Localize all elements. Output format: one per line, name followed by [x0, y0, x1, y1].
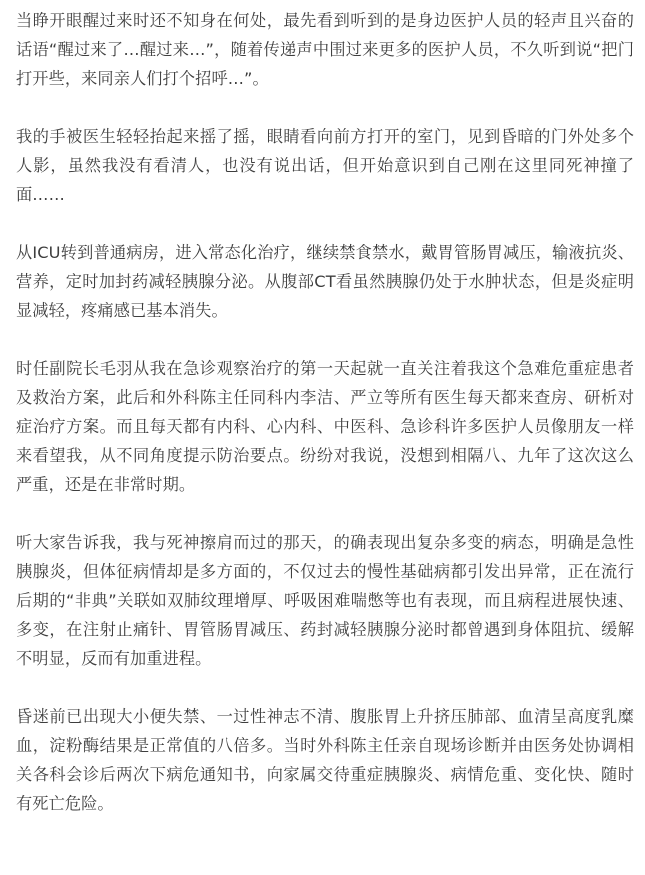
paragraph: 听大家告诉我，我与死神擦肩而过的那天，的确表现出复杂多变的病态，明确是急性胰腺炎，但体征病情却是多方面的，不仅过去的慢性基础病都引发出异常，正在流行后期的“非典”关联如双肺纹理增厚、呼吸困难喘憋等也有表现，而且病程进展快速、多变，在注射止痛针、胃管肠胃减压、药封减轻胰腺分泌时都曾遇到身体阻抗、缓解不明显，反而有加重进程。	[16, 533, 634, 668]
article-body	[16, 6, 634, 818]
paragraph: 时任副院长毛羽从我在急诊观察治疗的第一天起就一直关注着我这个急难危重症患者及救治方案，此后和外科陈主任同科内李洁、严立等所有医生每天都来查房、研析对症治疗方案。而且每天都有内科、心内科、中医科、急诊科许多医护人员像朋友一样来看望我，从不同角度提示防治要点。纷纷对我说，没想到相隔八、九年了这次这么严重，还是在非常时期。	[16, 359, 634, 494]
paragraph: 当睁开眼醒过来时还不知身在何处，最先看到听到的是身边医护人员的轻声且兴奋的话语“醒过来了…醒过来…”，随着传递声中围过来更多的医护人员，不久听到说“把门打开些，来同亲人们打个招呼…”。	[16, 11, 634, 88]
paragraph: 从ICU转到普通病房，进入常态化治疗，继续禁食禁水，戴胃管肠胃减压，输液抗炎、营养，定时加封药减轻胰腺分泌。从腹部CT看虽然胰腺仍处于水肿状态，但是炎症明显减轻，疼痛感已基本消失。	[16, 243, 634, 320]
paragraph: 我的手被医生轻轻抬起来摇了摇，眼睛看向前方打开的室门，见到昏暗的门外处多个人影，虽然我没有看清人，也没有说出话，但开始意识到自己刚在这里同死神撞了面……	[16, 127, 634, 204]
paragraph: 昏迷前已出现大小便失禁、一过性神志不清、腹胀胃上升挤压肺部、血清呈高度乳糜血，淀粉酶结果是正常值的八倍多。当时外科陈主任亲自现场诊断并由医务处协调相关各科会诊后两次下病危通知书，向家属交待重症胰腺炎、病情危重、变化快、随时有死亡危险。	[16, 707, 634, 813]
